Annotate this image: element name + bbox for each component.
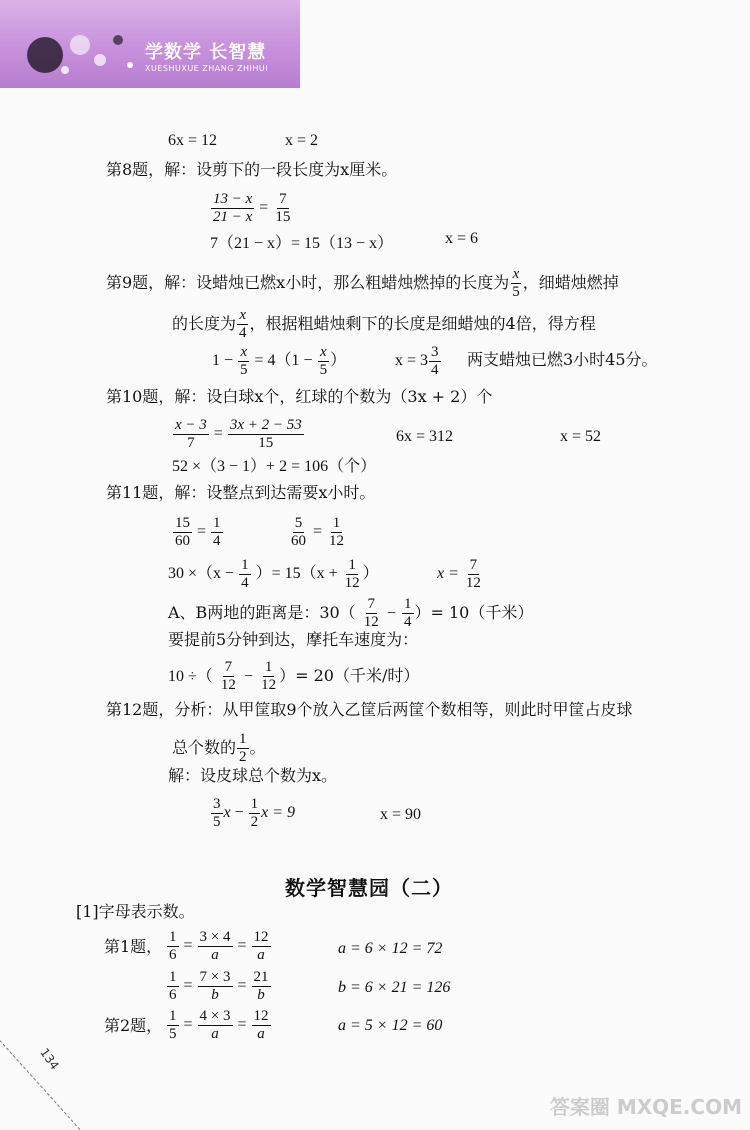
header-title: 学数学 长智慧 [145,42,267,63]
question-9: 第9题，解：设蜡烛已燃x小时，那么粗蜡烛燃掉的长度为 $\frac{x}{5}$ ，细蜡烛燃掉 [106,266,619,300]
watermark: 答案圈 MXQE.COM [549,1095,742,1119]
q10-calc: 52 ×（3 − 1）+ 2 = 106（个） [172,458,377,475]
problem-2-label: 第2题， [104,1016,163,1035]
q8-equation: $\frac{13 - x}{21 - x}$ = $\frac{7}{15}$ [213,191,291,225]
problem-2-eq: $\frac{1}{5}$ = $\frac{4 \times 3}{a}$ = $\frac{12}{a}$ [169,1008,269,1042]
eq-line: 6x = 12 [168,132,218,149]
problem-1-ans-b: b = 6 × 21 = 126 [338,979,451,996]
q9-equation: 1 − $\frac{x}{5}$ = 4（1 − $\frac{x}{5}$ ） [212,344,347,378]
q12-equation: $\frac{3}{5}$ x − $\frac{1}{2}$ x = 9 [213,796,296,830]
q11-ratio-2: $\frac{5}{60}$ = $\frac{1}{12}$ [291,515,345,549]
question-12: 第12题，分析：从甲筐取9个放入乙筐后两筐个数相等，则此时甲筐占皮球 [106,700,633,719]
problem-2-ans: a = 5 × 12 = 60 [338,1017,443,1034]
q8-answer: x = 6 [445,230,479,247]
problem-1-label: 第1题， [104,937,163,956]
q11-speed-text: 要提前5分钟到达，摩托车速度为： [168,630,419,649]
q11-speed-calc: 10 ÷（ $\frac{7}{12}$ − $\frac{1}{12}$ ）= 20（千米/时） [168,659,420,693]
q12-answer: x = 90 [380,806,422,823]
page-number: 134 [37,1045,62,1073]
q9-answer: x = 3 $\frac{3}{4}$ [395,344,439,378]
question-11: 第11题，解：设整点到达需要x小时。 [106,483,376,502]
problem-1-eq-a: $\frac{1}{6}$ = $\frac{3 \times 4}{a}$ = $\frac{12}{a}$ [169,929,269,963]
q11-answer: x = $\frac{7}{12}$ [437,557,481,591]
q11-equation: 30 ×（x − $\frac{1}{4}$ ）= 15（x + $\frac{1}{12}$ ） [168,557,379,591]
q8-equation-2: 7（21 − x）= 15（13 − x） [210,235,394,252]
q10-equation: $\frac{x - 3}{7}$ = $\frac{3x + 2 - 53}{15}$ [175,417,302,451]
subsection-1: [1]字母表示数。 [76,902,195,921]
q11-ratio-1: $\frac{15}{60}$ = $\frac{1}{4}$ [175,515,221,549]
q12-solution: 解：设皮球总个数为x。 [168,766,338,785]
section-title: 数学智慧园（二） [285,876,453,900]
question-10: 第10题，解：设白球x个，红球的个数为（3x + 2）个 [106,387,493,406]
question-12-cont: 总个数的 $\frac{1}{2}$ 。 [172,731,266,765]
q9-note: 两支蜡烛已燃3小时45分。 [467,350,658,369]
question-8: 第8题，解：设剪下的一段长度为x厘米。 [106,160,398,179]
question-9-cont: 的长度为 $\frac{x}{4}$ ，根据粗蜡烛剩下的长度是细蜡烛的4倍，得方程 [172,307,596,341]
problem-1-ans-a: a = 6 × 12 = 72 [338,940,443,957]
eq-line: x = 2 [285,132,319,149]
q10-mid: 6x = 312 [396,428,454,445]
q11-distance: A、B两地的距离是：30（ $\frac{7}{12}$ − $\frac{1}{4}$ ）= 10（千米） [168,596,534,630]
header-subtitle: XUESHUXUE ZHANG ZHIHUI [145,64,269,73]
q10-answer: x = 52 [560,428,602,445]
problem-1-eq-b: $\frac{1}{6}$ = $\frac{7 \times 3}{b}$ = $\frac{21}{b}$ [169,969,269,1003]
